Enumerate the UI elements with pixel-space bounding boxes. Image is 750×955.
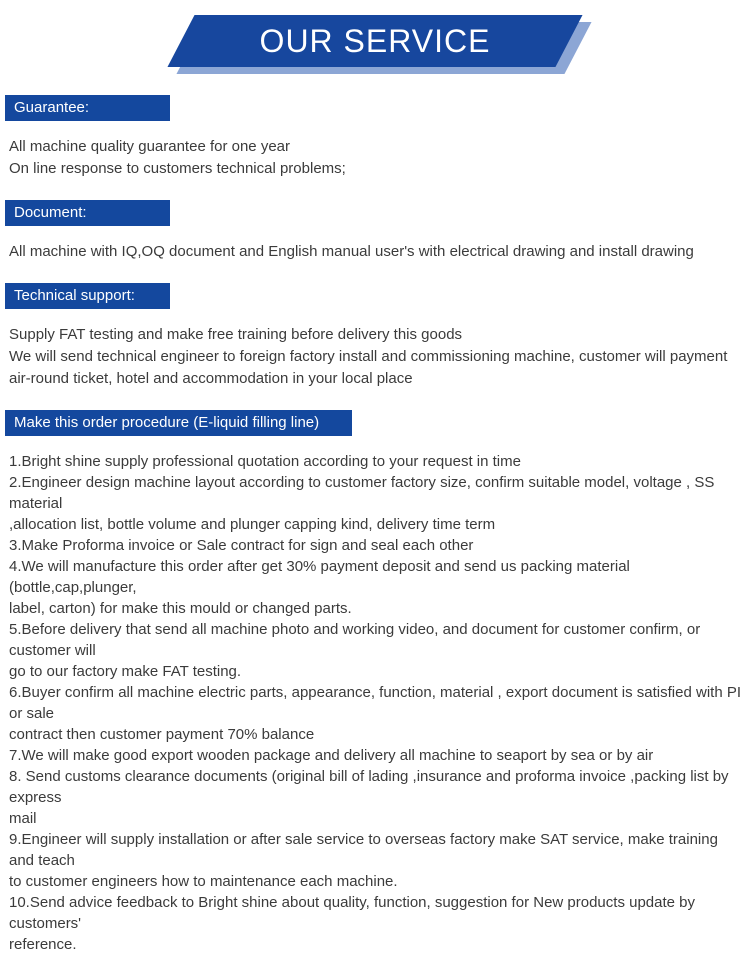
text-line: All machine quality guarantee for one year [9,138,291,155]
guarantee-heading-bar: Guarantee: [5,95,170,121]
text-line: ,allocation list, bottle volume and plunger capping kind, delivery time term [9,516,496,533]
text-line: All machine with IQ,OQ document and English manual user's with electrical drawing and install drawing [9,243,694,260]
text-line: Supply FAT testing and make free training before delivery this goods [9,326,463,343]
document-body [0,241,750,263]
section-guarantee [0,95,750,180]
text-line: 5.Before delivery that send all machine photo and working video, and document for customer confirm, or customer will [9,621,701,659]
order-procedure-body [0,451,750,955]
text-line: 10.Send advice feedback to Bright shine about quality, function, suggestion for New products update by customers' [9,894,695,932]
text-line: contract then customer payment 70% balance [9,726,315,743]
technical-support-body [0,324,750,390]
text-line: mail [9,810,37,827]
text-line: 7.We will make good export wooden package and delivery all machine to seaport by sea or by air [9,747,654,764]
document-heading-bar: Document: [5,200,170,226]
section-document [0,200,750,263]
text-line: label, carton) for make this mould or changed parts. [9,600,352,617]
banner-title: OUR SERVICE [259,22,491,59]
text-line: 3.Make Proforma invoice or Sale contract for sign and seal each other [9,537,474,554]
guarantee-body [0,136,750,180]
text-line: On line response to customers technical problems; [9,160,346,177]
text-line: We will send technical engineer to foreign factory install and commissioning machine, customer will payment [9,348,728,365]
text-line: 6.Buyer confirm all machine electric parts, appearance, function, material , export document is satisfied with PI or sale [9,684,742,722]
order-procedure-heading-bar: Make this order procedure (E-liquid filling line) [5,410,352,436]
text-line: reference. [9,936,77,953]
text-line: 8. Send customs clearance documents (original bill of lading ,insurance and proforma invoice ,packing list by express [9,768,729,806]
text-line: 1.Bright shine supply professional quotation according to your request in time [9,453,521,470]
technical-support-heading-bar: Technical support: [5,283,170,309]
text-line: 2.Engineer design machine layout according to customer factory size, confirm suitable model, voltage , SS material [9,474,715,512]
our-service-banner [0,0,750,74]
text-line: go to our factory make FAT testing. [9,663,242,680]
section-technical-support [0,283,750,390]
text-line: air-round ticket, hotel and accommodation in your local place [9,370,413,387]
text-line: to customer engineers how to maintenance each machine. [9,873,398,890]
text-line: 9.Engineer will supply installation or after sale service to overseas factory make SAT service, make training and teach [9,831,718,869]
section-order-procedure [0,410,750,955]
text-line: 4.We will manufacture this order after get 30% payment deposit and send us packing material (bottle,cap,plunger, [9,558,630,596]
